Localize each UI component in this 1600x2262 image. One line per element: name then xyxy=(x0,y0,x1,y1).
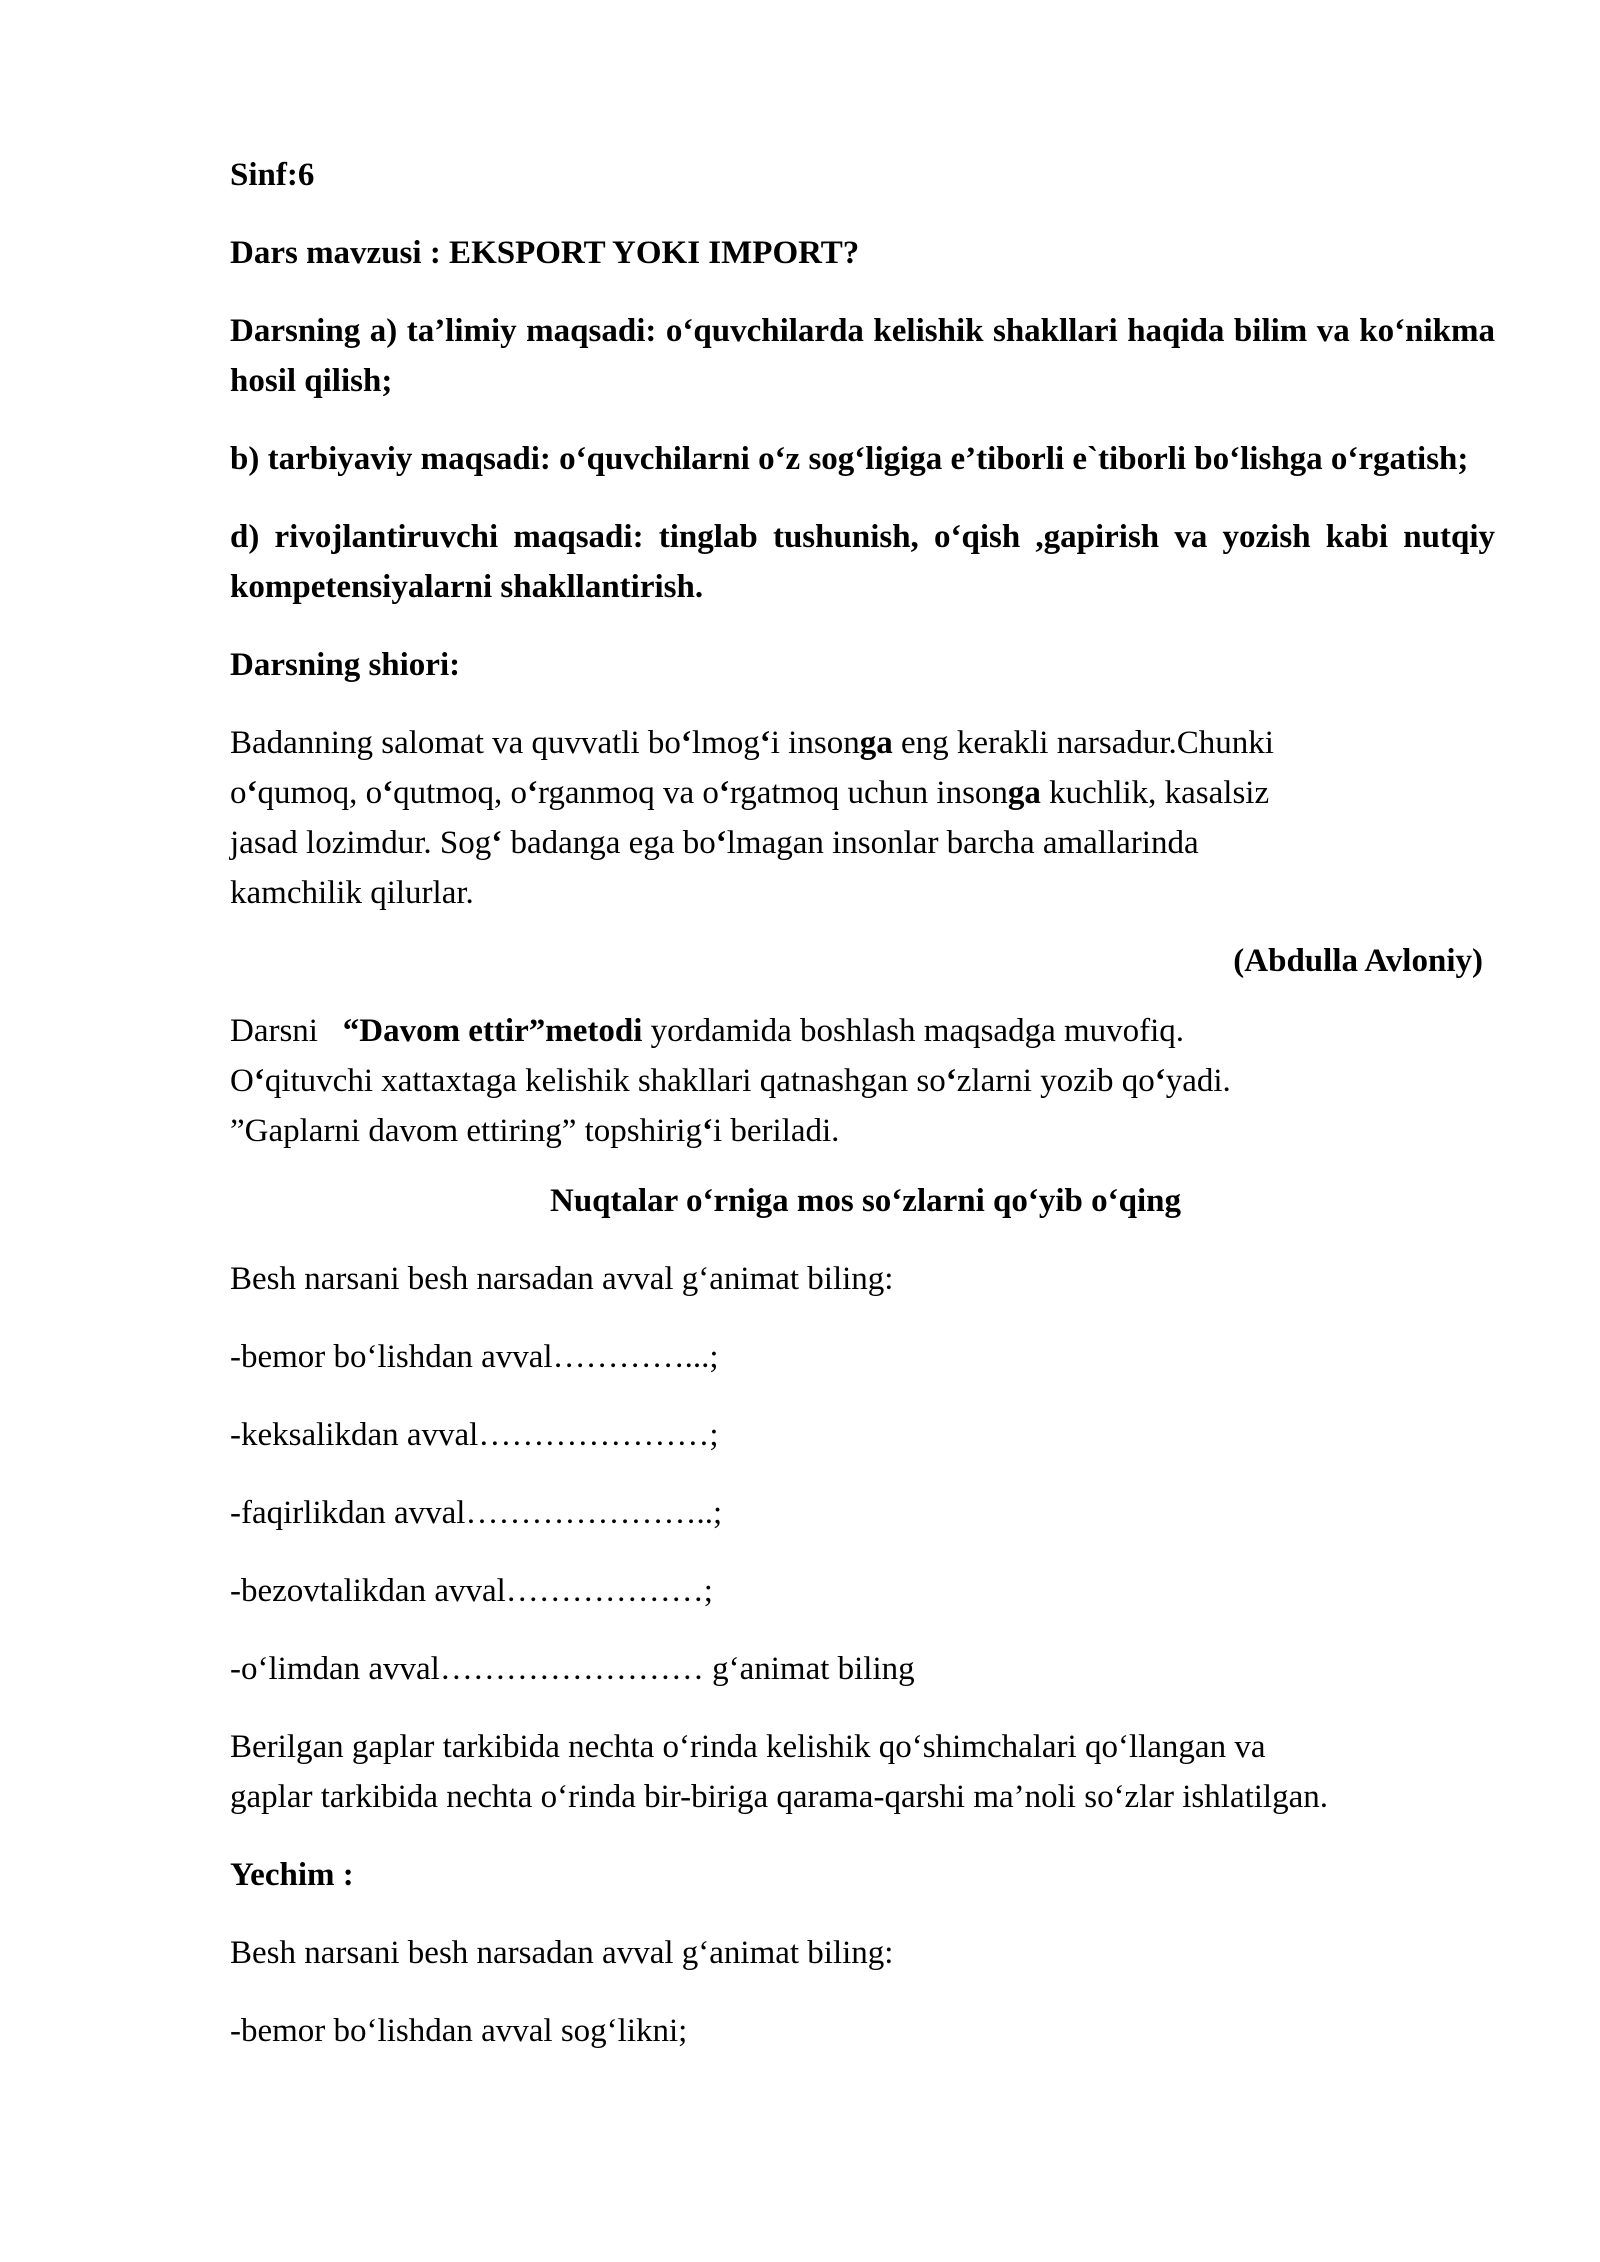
motto-line-3: jasad lozimdur. Sog‘ badanga ega bo‘lmagan insonlar barcha amallarinda xyxy=(230,825,1199,861)
motto-line-2: o‘qumoq, o‘qutmoq, o‘rganmoq va o‘rgatmoq uchun insonga kuchlik, kasalsiz xyxy=(230,775,1270,811)
motto-line-4: kamchilik qilurlar. xyxy=(230,875,474,911)
method-line-2: O‘qituvchi xattaxtaga kelishik shakllari qatnashgan so‘zlarni yozib qo‘yadi. xyxy=(230,1063,1231,1099)
motto-line-1: Badanning salomat va quvvatli bo‘lmog‘i insonga eng kerakli narsadur.Chunki xyxy=(230,725,1274,761)
motto-quote xyxy=(230,718,1495,918)
method-line-3: ”Gaplarni davom ettiring” topshirig‘i beriladi. xyxy=(230,1113,840,1149)
exercise-item: -keksalikdan avval…………………; xyxy=(230,1417,719,1453)
solution-heading: Yechim : xyxy=(230,1857,354,1893)
solution-intro: Besh narsani besh narsadan avval g‘animat biling: xyxy=(230,1935,894,1971)
motto-author: (Abdulla Avloniy) xyxy=(1233,943,1483,979)
exercise-task xyxy=(230,1722,1495,1822)
exercise-task-line-1: Berilgan gaplar tarkibida nechta o‘rinda kelishik qo‘shimchalari qo‘llangan va xyxy=(230,1729,1266,1765)
exercise-item: -o‘limdan avval…………………… g‘animat biling xyxy=(230,1651,915,1687)
goal-developmental: d) rivojlantiruvchi maqsadi: tinglab tushunish, o‘qish ,gapirish va yozish kabi nutqiy kompetensiyalarni shakllantirish. xyxy=(230,519,1495,605)
solution-item: -bemor bo‘lishdan avval sog‘likni; xyxy=(230,2013,688,2049)
document-page xyxy=(230,150,1495,2084)
exercise-intro: Besh narsani besh narsadan avval g‘animat biling: xyxy=(230,1261,894,1297)
motto-heading: Darsning shiori: xyxy=(230,647,461,683)
lesson-topic: Dars mavzusi : EKSPORT YOKI IMPORT? xyxy=(230,235,860,271)
method-line-1: Darsni “Davom ettir”metodi yordamida boshlash maqsadga muvofiq. xyxy=(230,1013,1185,1049)
method-paragraph xyxy=(230,1006,1495,1156)
exercise-item: -faqirlikdan avval…………………..; xyxy=(230,1495,723,1531)
goal-upbringing: b) tarbiyaviy maqsadi: o‘quvchilarni o‘z sog‘ligiga e’tiborli e`tiborli bo‘lishga o‘rgatish; xyxy=(230,441,1469,477)
exercise-task-line-2: gaplar tarkibida nechta o‘rinda bir-biriga qarama-qarshi ma’noli so‘zlar ishlatilgan. xyxy=(230,1779,1328,1815)
exercise-item: -bemor bo‘lishdan avval…………...; xyxy=(230,1339,719,1375)
goal-educational: Darsning a) ta’limiy maqsadi: o‘quvchilarda kelishik shakllari haqida bilim va ko‘nikma hosil qilish; xyxy=(230,313,1495,399)
exercise-title: Nuqtalar o‘rniga mos so‘zlarni qo‘yib o‘qing xyxy=(549,1183,1182,1219)
class-label: Sinf:6 xyxy=(230,157,315,193)
exercise-item: -bezovtalikdan avval………………; xyxy=(230,1573,713,1609)
